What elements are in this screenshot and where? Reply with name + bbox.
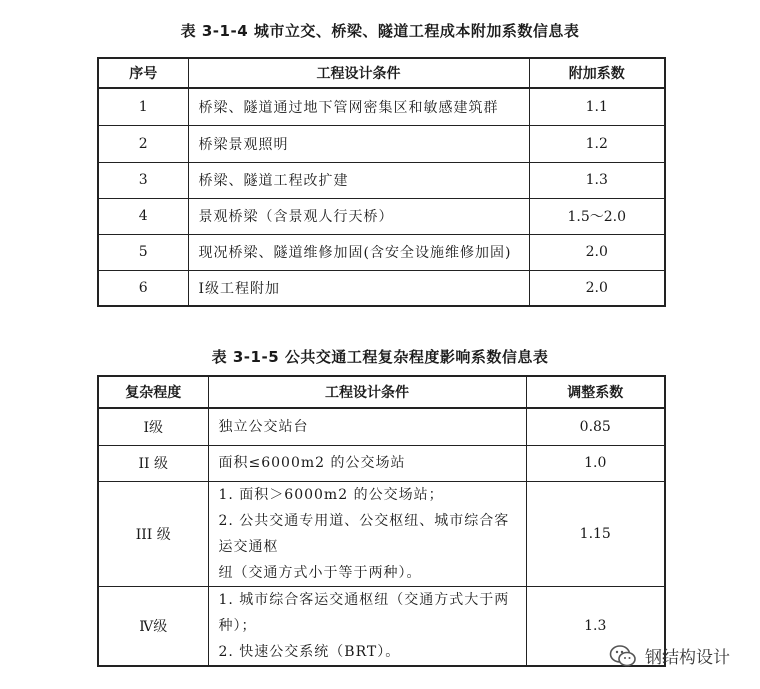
header-complexity: 复杂程度 bbox=[98, 376, 208, 408]
table-header-row bbox=[98, 376, 665, 408]
table-row bbox=[98, 88, 665, 125]
condition-line: 纽（交通方式小于等于两种）。 bbox=[218, 564, 422, 581]
row-coefficient: 2.0 bbox=[529, 234, 665, 270]
row-coefficient: 1.3 bbox=[526, 586, 665, 666]
header-serial: 序号 bbox=[98, 58, 188, 88]
row-level: Ⅳ级 bbox=[98, 586, 208, 666]
table-row bbox=[98, 162, 665, 198]
row-coefficient: 1.15 bbox=[526, 481, 665, 586]
row-condition: 桥梁、隧道工程改扩建 bbox=[188, 162, 529, 198]
row-serial: 4 bbox=[98, 198, 188, 234]
row-condition bbox=[208, 481, 526, 586]
table-row bbox=[98, 445, 665, 481]
table-row bbox=[98, 408, 665, 445]
row-condition: 桥梁、隧道通过地下管网密集区和敏感建筑群 bbox=[188, 88, 529, 125]
table2-caption: 表 3-1-5 公共交通工程复杂程度影响系数信息表 bbox=[211, 348, 549, 366]
row-serial: 2 bbox=[98, 125, 188, 162]
watermark-text: 钢结构设计 bbox=[645, 648, 730, 668]
table-row bbox=[98, 270, 665, 306]
header-condition: 工程设计条件 bbox=[208, 376, 526, 408]
row-level: Ⅰ级 bbox=[98, 408, 208, 445]
table-row bbox=[98, 125, 665, 162]
row-coefficient: 2.0 bbox=[529, 270, 665, 306]
row-condition bbox=[208, 586, 526, 666]
row-serial: 6 bbox=[98, 270, 188, 306]
table-row bbox=[98, 586, 665, 666]
cost-coefficient-table bbox=[97, 57, 666, 307]
condition-line: 2. 快速公交系统（BRT）。 bbox=[218, 643, 401, 660]
row-coefficient: 1.1 bbox=[529, 88, 665, 125]
row-condition bbox=[208, 445, 526, 481]
row-serial: 5 bbox=[98, 234, 188, 270]
row-coefficient: 0.85 bbox=[526, 408, 665, 445]
row-condition: 桥梁景观照明 bbox=[188, 125, 529, 162]
row-level: III 级 bbox=[98, 481, 208, 586]
complexity-coefficient-table bbox=[97, 375, 666, 667]
table-row bbox=[98, 198, 665, 234]
row-level: II 级 bbox=[98, 445, 208, 481]
row-condition: 景观桥梁（含景观人行天桥） bbox=[188, 198, 529, 234]
row-condition: 现况桥梁、隧道维修加固(含安全设施维修加固) bbox=[188, 234, 529, 270]
condition-line: 1. 城市综合客运交通枢纽（交通方式大于两种）； bbox=[218, 591, 510, 634]
watermark bbox=[609, 643, 730, 668]
row-serial: 1 bbox=[98, 88, 188, 125]
condition-line: 2. 公共交通专用道、公交枢纽、城市综合客运交通枢 bbox=[218, 512, 510, 555]
row-coefficient: 1.2 bbox=[529, 125, 665, 162]
header-condition: 工程设计条件 bbox=[188, 58, 529, 88]
row-serial: 3 bbox=[98, 162, 188, 198]
row-coefficient: 1.3 bbox=[529, 162, 665, 198]
table-row bbox=[98, 234, 665, 270]
row-coefficient: 1.5～2.0 bbox=[529, 198, 665, 234]
table-row bbox=[98, 481, 665, 586]
header-coefficient: 附加系数 bbox=[529, 58, 665, 88]
wechat-icon bbox=[609, 644, 637, 668]
condition-line: 面积≤6000m2 的公交场站 bbox=[218, 455, 406, 471]
condition-line: 1. 面积＞6000m2 的公交场站； bbox=[218, 486, 444, 503]
row-condition: Ⅰ级工程附加 bbox=[188, 270, 529, 306]
table-header-row bbox=[98, 58, 665, 88]
condition-line: 独立公交站台 bbox=[218, 418, 309, 435]
row-condition bbox=[208, 408, 526, 445]
table1-caption: 表 3-1-4 城市立交、桥梁、隧道工程成本附加系数信息表 bbox=[180, 22, 580, 40]
row-coefficient: 1.0 bbox=[526, 445, 665, 481]
header-adjustment: 调整系数 bbox=[526, 376, 665, 408]
